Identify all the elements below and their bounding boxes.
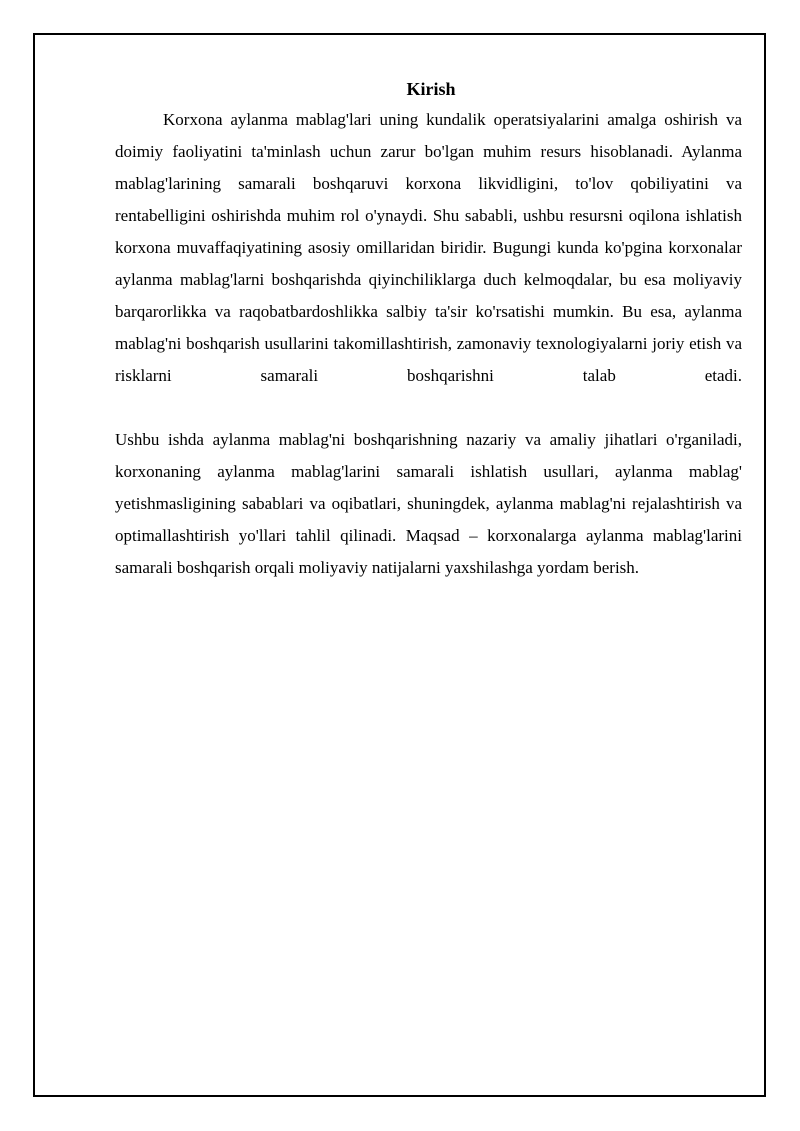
document-body — [115, 76, 742, 584]
page-title: Kirish — [406, 79, 456, 99]
paragraph-purpose: Ushbu ishda aylanma mablag'ni boshqarishning nazariy va amaliy jihatlari o'rganiladi, korxonaning aylanma mablag'larini samarali ishlatish usullari, aylanma mablag' yetishmasligining sabablari va oqibatlari, shuningdek, aylanma mablag'ni rejalashtirish va optimallashtirish yo'llari tahlil qilinadi. Maqsad – korxonalarga aylanma mablag'larini samarali boshqarish orqali moliyaviy natijalarni yaxshilashga yordam berish. — [115, 430, 742, 577]
paragraph-introduction: Korxona aylanma mablag'lari uning kundalik operatsiyalarini amalga oshirish va doimiy faoliyatini ta'minlash uchun zarur bo'lgan muhim resurs hisoblanadi. Aylanma mablag'larining samarali boshqaruvi korxona likvidligini, to'lov qobiliyatini va rentabelligini oshirishda muhim rol o'ynaydi. Shu sababli, ushbu resursni oqilona ishlatish korxona muvaffaqiyatining asosiy omillaridan biridir. Bugungi kunda ko'pgina korxonalar aylanma mablag'larni boshqarishda qiyinchiliklarga duch kelmoqdalar, bu esa moliyaviy barqarorlikka va raqobatbardoshlikka salbiy ta'sir ko'rsatishi mumkin. Bu esa, aylanma mablag'ni boshqarish usullarini takomillashtirish, zamonaviy texnologiyalarni joriy etish va risklarni samarali boshqarishni talab etadi. — [115, 110, 742, 385]
